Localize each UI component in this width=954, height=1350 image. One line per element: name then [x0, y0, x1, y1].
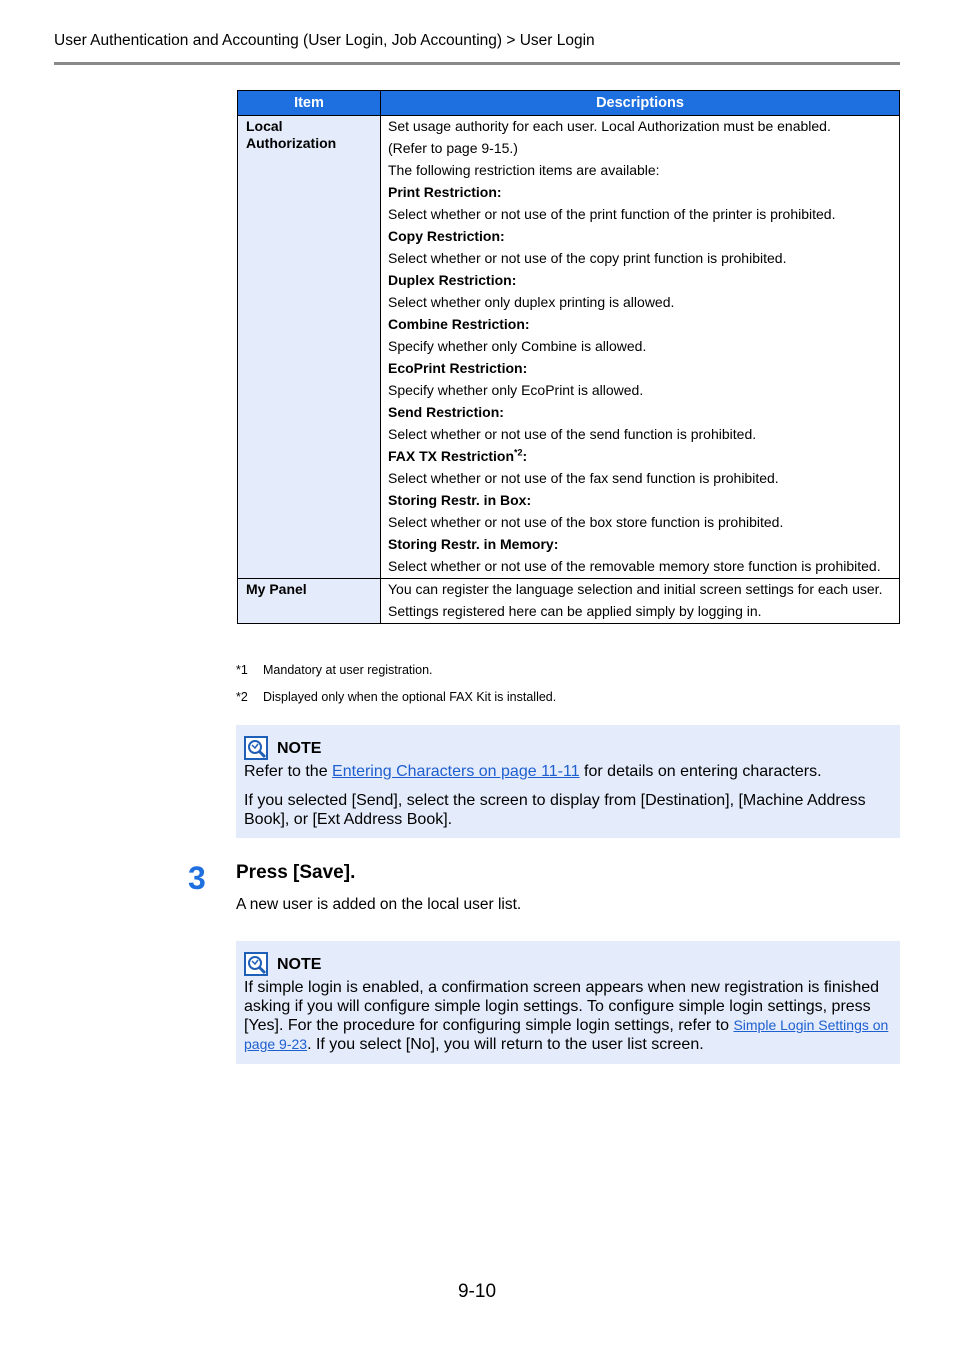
note-title: NOTE — [277, 955, 322, 973]
restriction-label — [388, 270, 893, 292]
step-title: Press [Save]. — [236, 862, 356, 883]
description-text: Select whether or not use of the removable memory store function is prohibited. — [388, 558, 881, 574]
description-text: Storing Restr. in Memory: — [388, 536, 559, 552]
description-text: Select whether or not use of the copy print function is prohibited. — [388, 250, 787, 266]
description-line — [388, 248, 893, 270]
description-line — [388, 556, 893, 578]
table-header-row — [238, 91, 900, 116]
description-text: Specify whether only EcoPrint is allowed. — [388, 382, 644, 398]
description-line — [388, 292, 893, 314]
item-cell: Local Authorization — [238, 116, 381, 579]
note-icon — [244, 952, 268, 976]
description-text: Select whether or not use of the box store function is prohibited. — [388, 514, 784, 530]
description-text: Send Restriction: — [388, 404, 504, 420]
footnote-text: Mandatory at user registration. — [263, 663, 433, 677]
description-line — [388, 424, 893, 446]
description-line — [388, 160, 893, 182]
note-icon — [244, 736, 268, 760]
step-number: 3 — [188, 860, 206, 896]
column-header-item: Item — [238, 91, 381, 116]
note-paragraph — [244, 978, 892, 1054]
description-text: Set usage authority for each user. Local Authorization must be enabled. — [388, 118, 831, 134]
footnote-1 — [236, 663, 433, 677]
description-cell — [381, 579, 900, 624]
description-text: Select whether or not use of the print function of the printer is prohibited. — [388, 206, 836, 222]
description-suffix: : — [522, 448, 528, 464]
footnote-mark: *2 — [236, 690, 248, 704]
description-text: Duplex Restriction: — [388, 272, 517, 288]
restriction-label — [388, 490, 893, 512]
description-text: Specify whether only Combine is allowed. — [388, 338, 647, 354]
note-text: If simple login is enabled, a confirmation screen appears when new registration is finished asking if you will configure simple login settings. To configure simple login settings, press [Yes]. For the procedure for configuring simple login settings, refer to — [244, 979, 880, 1034]
restriction-label — [388, 534, 893, 556]
item-cell: My Panel — [238, 579, 381, 624]
note-box-1 — [236, 725, 900, 838]
step-text: A new user is added on the local user list. — [236, 896, 522, 913]
header-divider — [54, 62, 900, 65]
description-line — [388, 138, 893, 160]
description-text: You can register the language selection and initial screen settings for each user. — [388, 581, 883, 597]
description-text: Settings registered here can be applied simply by logging in. — [388, 603, 762, 619]
description-line — [388, 468, 893, 490]
note-text: . If you select [No], you will return to the user list screen. — [307, 1036, 704, 1053]
note-header — [244, 736, 892, 760]
note-paragraph — [244, 762, 892, 781]
simple-login-settings-link[interactable]: Simple Login Settings on page 9-23 — [244, 1017, 889, 1052]
description-text: (Refer to page 9-15.) — [388, 140, 518, 156]
entering-characters-link[interactable]: Entering Characters on page 11-11 — [332, 763, 580, 780]
restriction-label — [388, 226, 893, 248]
footnote-2 — [236, 690, 556, 704]
description-line — [388, 204, 893, 226]
description-text: Select whether only duplex printing is allowed. — [388, 294, 675, 310]
description-text: Storing Restr. in Box: — [388, 492, 532, 508]
note-paragraph: If you selected [Send], select the screen to display from [Destination], [Machine Address Book], or [Ext Address Book]. — [244, 792, 866, 828]
description-text: Combine Restriction: — [388, 316, 530, 332]
note-text: for details on entering characters. — [579, 763, 822, 780]
description-text: Print Restriction: — [388, 184, 502, 200]
settings-table — [237, 90, 900, 624]
footnote-mark: *1 — [236, 663, 248, 677]
restriction-label — [388, 182, 893, 204]
restriction-label — [388, 358, 893, 380]
description-text: EcoPrint Restriction: — [388, 360, 528, 376]
description-line — [388, 116, 893, 138]
note-box-2 — [236, 941, 900, 1064]
note-text: Refer to the — [244, 763, 333, 780]
page-number: 9-10 — [457, 1281, 497, 1302]
table-row — [238, 116, 900, 579]
description-cell — [381, 116, 900, 579]
table-row — [238, 579, 900, 624]
breadcrumb: User Authentication and Accounting (User Login, Job Accounting) > User Login — [54, 32, 595, 49]
description-text: The following restriction items are available: — [388, 162, 660, 178]
description-text: Select whether or not use of the fax send function is prohibited. — [388, 470, 779, 486]
description-text: FAX TX Restriction — [388, 448, 515, 464]
description-line — [388, 336, 893, 358]
note-title: NOTE — [277, 739, 322, 757]
column-header-descriptions: Descriptions — [381, 91, 900, 116]
description-text: Select whether or not use of the send function is prohibited. — [388, 426, 757, 442]
description-text: Copy Restriction: — [388, 228, 505, 244]
note-header — [244, 952, 892, 976]
description-line — [388, 512, 893, 534]
restriction-label — [388, 402, 893, 424]
footnote-text: Displayed only when the optional FAX Kit is installed. — [263, 690, 557, 704]
description-line — [388, 380, 893, 402]
restriction-label — [388, 314, 893, 336]
footnote-reference: *2 — [514, 447, 523, 458]
description-line — [388, 601, 893, 623]
restriction-label — [388, 446, 893, 468]
description-line — [388, 579, 893, 601]
